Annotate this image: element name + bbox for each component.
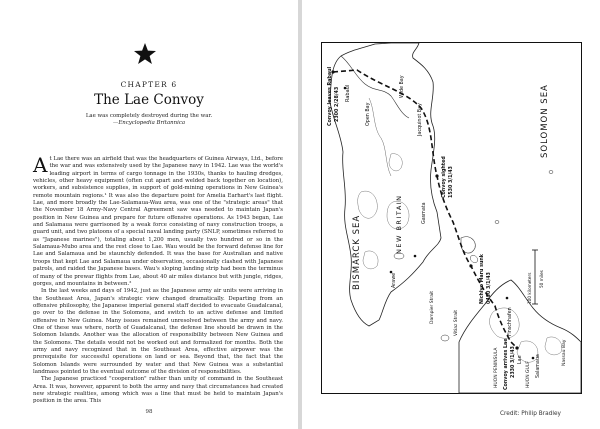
label-convoy-sighted: Convoy sighted xyxy=(442,156,447,198)
map xyxy=(321,42,582,394)
label-gasmata: Gasmata xyxy=(422,202,427,224)
label-scale-mi: 50 miles xyxy=(539,270,544,288)
label-bismarck-sea: BISMARCK SEA xyxy=(352,214,362,290)
label-nichiyo-maru-time: 0430 3/1/43 xyxy=(487,272,492,304)
paragraph-2: In the last weeks and days of 1942, just as the Japanese army air units were arriving in the Southeast Area, Japan's strategic view changed dramatically. Departing from an offensive philosophy, the Japanese imperial general staff decided to evacuate Guadalcanal, go over to the defense in the Solomons, and switch to an active defense and limited offensive in New Guinea. Many issues remained unresolved between the army and navy. One of these was where, north of Guadalcanal, the defense line should be drawn in the Solomon Islands. Another was the allocation of responsibility between New Guinea and the Solomons. The details would not be worked out and formalized for months. Both the army and navy recognized that in the Southeast Area, effective airpower was the prerequisite for successful operations on land or sea. Beyond that, the fact that the Solomon Islands were surrounded by water and that New Guinea was a substantial landmass pointed to the eventual outcome of the division of responsibilities. xyxy=(33,288,283,375)
epigraph xyxy=(0,113,298,127)
label-convoy-sighted-time: 1530 3/1/43 xyxy=(449,166,454,198)
chapter-label: CHAPTER 6 xyxy=(120,80,178,89)
epigraph-source: —Encyclopedia Britannica xyxy=(112,120,186,127)
body-text xyxy=(33,153,283,406)
paragraph-1-text: t Lae there was an airfield that was the headquarters of Guinea Airways, Ltd., before the war and was extensively used by the Japanese navy in 1942. Lae was the world's leading airport in terms of cargo tonnage in the 1930s, thanks to hauling dredges, vehicles, other heavy equipment (often cut apart and welded back together on location), workers, and subsistence supplies, in support of gold-mining operations in New Guinea's remote mountain regions.¹ It was also the departure point for Amelia Earhart's last flight. Lae, and more broadly the Lae-Salamaua-Wau area, was one of the "strategic areas" that the November 18 Army-Navy Central Agreement saw was needed to maintain Japan's position in New Guinea and prepare for future offensive operations. As 1943 began, Lae and Salamaua were garrisoned by a weak force consisting of navy construction troops, a guard unit, and two platoons of a special naval landing party (SNLP, sometimes referred to as "Japanese marines"), totaling about 1,200 men, usually two hundred or so in the Salamaua-Mubo area and the rest close to Lae. Wau would be the forward defense line for Lae and Salamaua and be staunchly defended. It was the base for Australian and native troops that kept Lae and Salamaua under observation, occasionally clashed with Japanese patrols, and raided the Japanese bases. Wau's sloping landing strip had been the terminus of many of the prewar flights from Lae, about 40 air miles distance but with jungle, ridges, gorges, and mountains in between.² xyxy=(33,156,283,287)
label-solomon-sea: SOLOMON SEA xyxy=(540,84,550,158)
epigraph-quote: Lae was completely destroyed during the war. xyxy=(85,113,213,119)
label-open-bay: Open Bay xyxy=(366,102,371,126)
label-convoy-leaves: Convoy leaves Rabaul xyxy=(328,66,333,126)
label-nichiyo-maru: Nichiyo Maru sunk xyxy=(480,254,485,304)
label-salamaua: Salamaua xyxy=(536,354,541,378)
label-huon-peninsula: HUON PENINSULA xyxy=(494,347,499,388)
label-rabaul: Rabaul xyxy=(345,84,351,102)
label-arawe: Arawe xyxy=(392,272,397,288)
left-page xyxy=(0,0,298,429)
label-vitiaz-strait: Vitiaz Strait xyxy=(454,309,459,336)
label-wide-bay: Wide Bay xyxy=(400,75,405,98)
drop-cap: A xyxy=(33,153,48,177)
label-convoy-arrives: Convoy arrives Lae xyxy=(504,338,509,390)
label-convoy-leaves-time: 2300 2/28/43 xyxy=(335,86,340,122)
paragraph xyxy=(33,153,283,288)
label-dampier-strait: Dampier Strait xyxy=(430,290,435,324)
label-finschhafen: Finschhafen xyxy=(508,307,513,336)
label-jacquinot-bay: Jacquinot Bay xyxy=(418,103,423,136)
label-new-britain: NEW BRITAIN xyxy=(395,194,403,254)
label-lae: Lae xyxy=(518,355,523,364)
label-scale-km: 100 kilometers xyxy=(527,272,532,304)
label-huon-gulf: HUON GULF xyxy=(526,361,531,388)
chapter-title: The Lae Convoy xyxy=(94,92,204,108)
paragraph-3: The Japanese practiced "cooperation" rather than unity of command in the Southeast Area. It was, however, apparent to both the army and navy that circumstances had created new strategic realities, among which was a line that must be held to maintain Japan's position in the area. This xyxy=(33,376,283,405)
label-convoy-arrives-time: 2330 3/1/43 xyxy=(511,346,516,378)
label-nassau-bay: Nassau Bay xyxy=(562,339,567,366)
star-icon xyxy=(133,42,157,66)
map-figure xyxy=(321,42,582,394)
page-number: 98 xyxy=(145,409,153,415)
map-credit: Credit: Philip Bradley xyxy=(500,411,561,417)
